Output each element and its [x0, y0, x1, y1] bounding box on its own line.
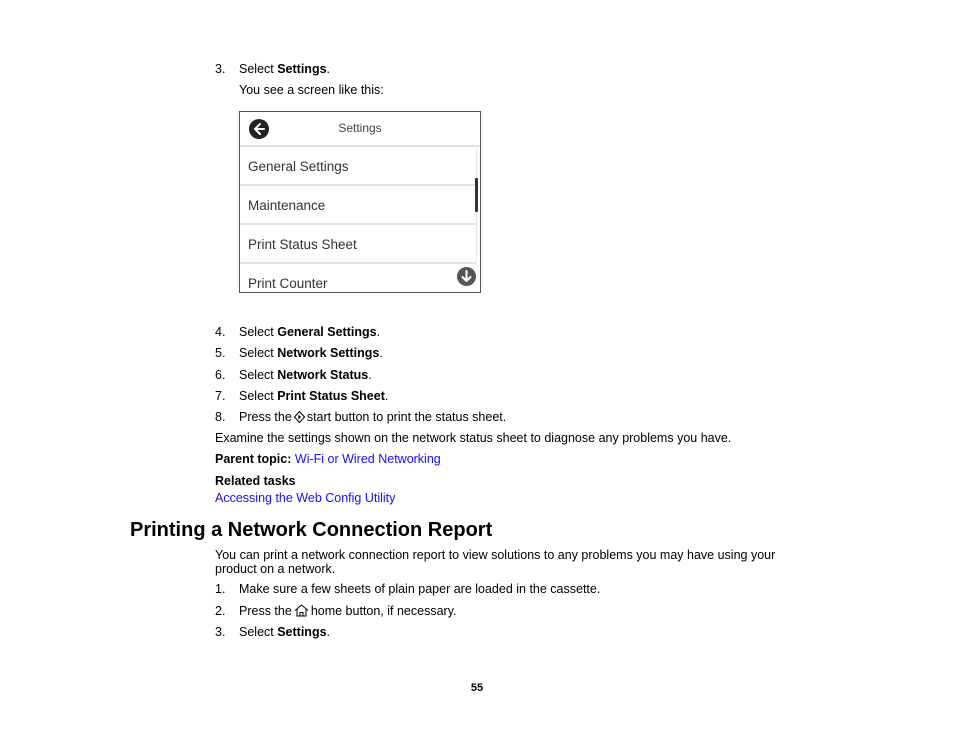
- step-text: [239, 410, 506, 427]
- step-text-post: .: [379, 346, 383, 360]
- device-screen-figure: [239, 111, 481, 293]
- menu-item-label: Maintenance: [248, 198, 326, 213]
- step-text: [239, 368, 372, 383]
- step-number: 6.: [215, 368, 226, 382]
- menu-item-print-status-sheet: [240, 225, 476, 264]
- step-text: [239, 625, 330, 640]
- parent-topic-link[interactable]: Wi-Fi or Wired Networking: [294, 452, 441, 466]
- step-text-post: start button to print the status sheet.: [306, 410, 507, 424]
- step-text-bold: Print Status Sheet: [277, 389, 385, 403]
- step-text: [239, 389, 388, 404]
- step-text: [239, 325, 380, 340]
- step-text-pre: Select: [239, 625, 278, 639]
- step-number: 7.: [215, 389, 226, 403]
- step-text-post: .: [326, 625, 331, 639]
- step-number: 3.: [215, 625, 226, 639]
- screen-title: Settings: [338, 121, 382, 135]
- menu-item-print-counter: [240, 264, 476, 293]
- step-text-post: .: [326, 62, 331, 76]
- step-text: [239, 62, 330, 77]
- step-text-pre: Press the: [239, 604, 292, 618]
- scrollbar-thumb: [475, 178, 478, 212]
- step-number: 2.: [215, 604, 226, 618]
- screen-header: [240, 112, 480, 147]
- menu-item-maintenance: [240, 186, 476, 225]
- screen-intro: You see a screen like this:: [239, 83, 384, 97]
- parent-topic: [215, 452, 441, 467]
- step-number: 1.: [215, 582, 226, 596]
- step-number: 3.: [215, 62, 226, 76]
- menu-item-label: Print Status Sheet: [248, 237, 357, 252]
- related-tasks-label: Related tasks: [215, 474, 296, 488]
- down-arrow-icon: [457, 267, 476, 286]
- step-text-post: .: [376, 325, 381, 339]
- related-tasks-heading: [215, 474, 296, 489]
- section-heading: Printing a Network Connection Report: [130, 519, 493, 541]
- parent-topic-label: Parent topic:: [215, 452, 292, 466]
- menu-item-label: General Settings: [248, 159, 349, 174]
- back-arrow-icon: [249, 119, 269, 139]
- step-text-bold: Network Status: [277, 368, 369, 382]
- step-text-bold: Settings: [277, 625, 327, 639]
- step-text: Make sure a few sheets of plain paper are loaded in the cassette.: [239, 582, 601, 596]
- step-text-bold: Settings: [277, 62, 327, 76]
- menu-item-label: Print Counter: [248, 276, 328, 291]
- menu-item-general-settings: [240, 147, 476, 186]
- section-intro: You can print a network connection report to view solutions to any problems you may have using your product on a network.: [215, 548, 776, 576]
- home-icon: [294, 604, 309, 621]
- step-text: [239, 346, 383, 361]
- step-text-pre: Press the: [239, 410, 292, 424]
- step-text-pre: Select: [239, 389, 278, 403]
- step-text: [239, 604, 457, 621]
- step-number: 4.: [215, 325, 226, 339]
- related-tasks-item: [215, 491, 395, 506]
- step-text-post: .: [368, 368, 372, 382]
- step-number: 5.: [215, 346, 226, 360]
- step-text-pre: Select: [239, 62, 278, 76]
- step-text-pre: Select: [239, 325, 278, 339]
- step-text-bold: General Settings: [277, 325, 377, 339]
- related-task-link[interactable]: Accessing the Web Config Utility: [215, 491, 396, 505]
- page-number: 55: [470, 682, 484, 694]
- step-number: 8.: [215, 410, 226, 424]
- examine-paragraph: Examine the settings shown on the network status sheet to diagnose any problems you have.: [215, 431, 732, 445]
- step-text-post: .: [384, 389, 389, 403]
- step-text-bold: Network Settings: [277, 346, 380, 360]
- step-text-pre: Select: [239, 368, 278, 382]
- step-text-post: home button, if necessary.: [310, 604, 457, 618]
- step-text-pre: Select: [239, 346, 278, 360]
- start-diamond-icon: [294, 411, 305, 427]
